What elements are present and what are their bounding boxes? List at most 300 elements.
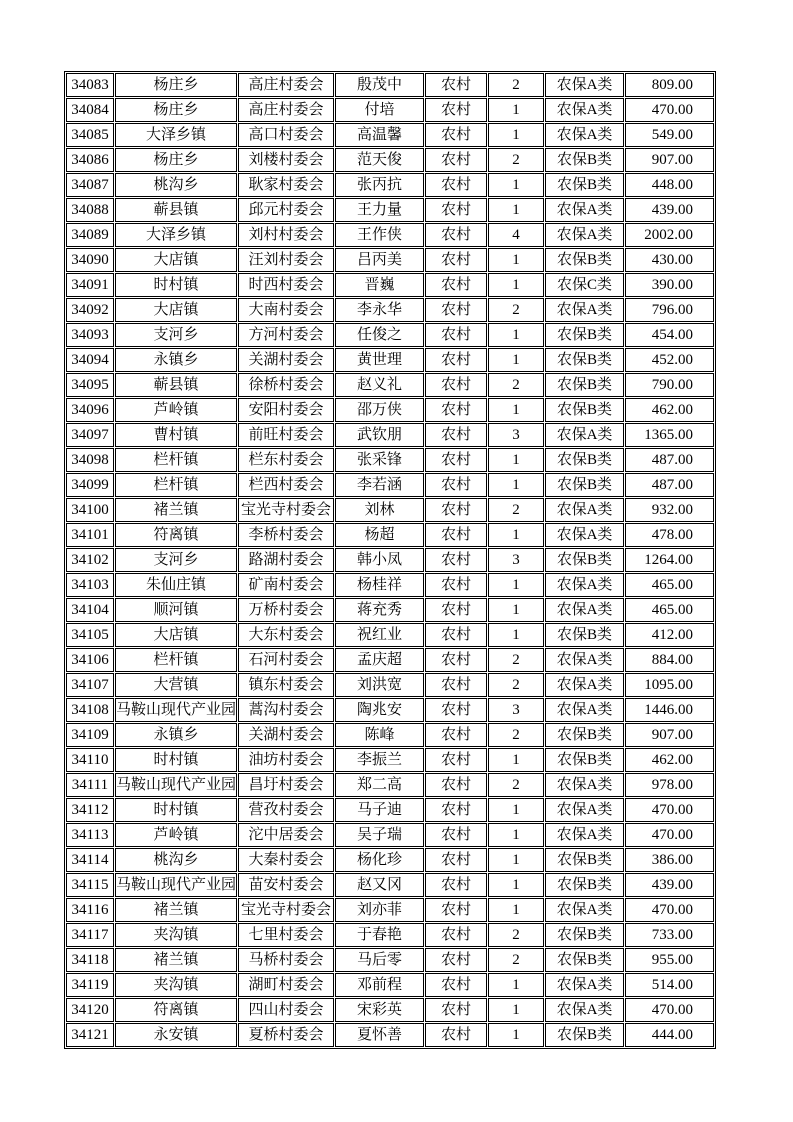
cell-person-count: 1 bbox=[488, 523, 544, 547]
cell-category: 农村 bbox=[425, 73, 487, 97]
cell-insurance-class: 农保A类 bbox=[545, 598, 624, 622]
cell-person-name: 武钦朋 bbox=[335, 423, 424, 447]
cell-amount: 907.00 bbox=[625, 723, 714, 747]
cell-insurance-class: 农保A类 bbox=[545, 73, 624, 97]
cell-insurance-class: 农保C类 bbox=[545, 273, 624, 297]
cell-person-count: 1 bbox=[488, 348, 544, 372]
cell-town: 永镇乡 bbox=[115, 723, 237, 747]
cell-town: 时村镇 bbox=[115, 748, 237, 772]
cell-village: 高口村委会 bbox=[238, 123, 334, 147]
cell-insurance-class: 农保B类 bbox=[545, 723, 624, 747]
cell-person-name: 夏怀善 bbox=[335, 1023, 424, 1047]
cell-village: 油坊村委会 bbox=[238, 748, 334, 772]
cell-insurance-class: 农保A类 bbox=[545, 998, 624, 1022]
cell-category: 农村 bbox=[425, 448, 487, 472]
cell-record-id: 34119 bbox=[66, 973, 114, 997]
table-row bbox=[66, 798, 714, 822]
table-row bbox=[66, 823, 714, 847]
cell-village: 大秦村委会 bbox=[238, 848, 334, 872]
cell-person-name: 殷茂中 bbox=[335, 73, 424, 97]
cell-person-name: 陈峰 bbox=[335, 723, 424, 747]
cell-record-id: 34100 bbox=[66, 498, 114, 522]
cell-person-name: 杨桂祥 bbox=[335, 573, 424, 597]
cell-record-id: 34116 bbox=[66, 898, 114, 922]
cell-person-count: 3 bbox=[488, 423, 544, 447]
cell-record-id: 34083 bbox=[66, 73, 114, 97]
table-row bbox=[66, 573, 714, 597]
table-row bbox=[66, 348, 714, 372]
cell-person-count: 2 bbox=[488, 148, 544, 172]
cell-town: 杨庄乡 bbox=[115, 73, 237, 97]
cell-village: 栏东村委会 bbox=[238, 448, 334, 472]
cell-category: 农村 bbox=[425, 348, 487, 372]
cell-insurance-class: 农保A类 bbox=[545, 98, 624, 122]
cell-amount: 439.00 bbox=[625, 873, 714, 897]
cell-person-name: 祝红业 bbox=[335, 623, 424, 647]
cell-amount: 932.00 bbox=[625, 498, 714, 522]
cell-person-name: 赵又冈 bbox=[335, 873, 424, 897]
cell-record-id: 34102 bbox=[66, 548, 114, 572]
cell-amount: 412.00 bbox=[625, 623, 714, 647]
cell-category: 农村 bbox=[425, 198, 487, 222]
cell-insurance-class: 农保B类 bbox=[545, 848, 624, 872]
cell-person-count: 2 bbox=[488, 73, 544, 97]
cell-person-name: 邓前程 bbox=[335, 973, 424, 997]
cell-town: 大泽乡镇 bbox=[115, 123, 237, 147]
cell-amount: 454.00 bbox=[625, 323, 714, 347]
cell-village: 湖町村委会 bbox=[238, 973, 334, 997]
cell-category: 农村 bbox=[425, 773, 487, 797]
cell-amount: 470.00 bbox=[625, 98, 714, 122]
cell-person-count: 2 bbox=[488, 723, 544, 747]
table-row bbox=[66, 498, 714, 522]
cell-person-count: 1 bbox=[488, 623, 544, 647]
cell-person-name: 黄世理 bbox=[335, 348, 424, 372]
cell-record-id: 34103 bbox=[66, 573, 114, 597]
cell-amount: 549.00 bbox=[625, 123, 714, 147]
cell-town: 杨庄乡 bbox=[115, 98, 237, 122]
cell-person-name: 王作侠 bbox=[335, 223, 424, 247]
table-row bbox=[66, 173, 714, 197]
cell-category: 农村 bbox=[425, 223, 487, 247]
cell-category: 农村 bbox=[425, 323, 487, 347]
cell-town: 永安镇 bbox=[115, 1023, 237, 1047]
cell-record-id: 34097 bbox=[66, 423, 114, 447]
cell-town: 大店镇 bbox=[115, 623, 237, 647]
cell-person-name: 陶兆安 bbox=[335, 698, 424, 722]
cell-category: 农村 bbox=[425, 1023, 487, 1047]
cell-person-count: 4 bbox=[488, 223, 544, 247]
table-row bbox=[66, 773, 714, 797]
cell-record-id: 34105 bbox=[66, 623, 114, 647]
cell-village: 邱元村委会 bbox=[238, 198, 334, 222]
cell-town: 大泽乡镇 bbox=[115, 223, 237, 247]
cell-town: 曹村镇 bbox=[115, 423, 237, 447]
cell-amount: 809.00 bbox=[625, 73, 714, 97]
cell-village: 李桥村委会 bbox=[238, 523, 334, 547]
cell-person-count: 2 bbox=[488, 373, 544, 397]
table-row bbox=[66, 973, 714, 997]
cell-amount: 462.00 bbox=[625, 748, 714, 772]
cell-person-name: 范天俊 bbox=[335, 148, 424, 172]
cell-person-count: 1 bbox=[488, 573, 544, 597]
cell-town: 桃沟乡 bbox=[115, 173, 237, 197]
cell-insurance-class: 农保A类 bbox=[545, 973, 624, 997]
cell-category: 农村 bbox=[425, 373, 487, 397]
cell-person-count: 1 bbox=[488, 198, 544, 222]
cell-amount: 790.00 bbox=[625, 373, 714, 397]
cell-person-name: 刘林 bbox=[335, 498, 424, 522]
cell-record-id: 34085 bbox=[66, 123, 114, 147]
cell-village: 七里村委会 bbox=[238, 923, 334, 947]
cell-record-id: 34090 bbox=[66, 248, 114, 272]
cell-village: 栏西村委会 bbox=[238, 473, 334, 497]
cell-person-count: 1 bbox=[488, 398, 544, 422]
cell-person-count: 2 bbox=[488, 948, 544, 972]
cell-insurance-class: 农保A类 bbox=[545, 498, 624, 522]
table-row bbox=[66, 723, 714, 747]
cell-person-count: 1 bbox=[488, 848, 544, 872]
cell-town: 蕲县镇 bbox=[115, 198, 237, 222]
table-row bbox=[66, 398, 714, 422]
cell-amount: 733.00 bbox=[625, 923, 714, 947]
cell-person-count: 2 bbox=[488, 298, 544, 322]
cell-insurance-class: 农保B类 bbox=[545, 248, 624, 272]
cell-village: 马桥村委会 bbox=[238, 948, 334, 972]
cell-person-name: 吴子瑞 bbox=[335, 823, 424, 847]
cell-insurance-class: 农保A类 bbox=[545, 898, 624, 922]
cell-person-name: 马子迪 bbox=[335, 798, 424, 822]
cell-record-id: 34104 bbox=[66, 598, 114, 622]
cell-insurance-class: 农保A类 bbox=[545, 673, 624, 697]
cell-amount: 1446.00 bbox=[625, 698, 714, 722]
cell-amount: 796.00 bbox=[625, 298, 714, 322]
cell-category: 农村 bbox=[425, 123, 487, 147]
cell-town: 马鞍山现代产业园 bbox=[115, 773, 237, 797]
cell-insurance-class: 农保B类 bbox=[545, 748, 624, 772]
cell-record-id: 34094 bbox=[66, 348, 114, 372]
cell-insurance-class: 农保B类 bbox=[545, 548, 624, 572]
cell-record-id: 34096 bbox=[66, 398, 114, 422]
cell-insurance-class: 农保A类 bbox=[545, 198, 624, 222]
cell-amount: 487.00 bbox=[625, 448, 714, 472]
cell-amount: 470.00 bbox=[625, 798, 714, 822]
records-table bbox=[64, 71, 716, 1049]
cell-category: 农村 bbox=[425, 548, 487, 572]
cell-record-id: 34118 bbox=[66, 948, 114, 972]
cell-village: 汪刘村委会 bbox=[238, 248, 334, 272]
cell-town: 大店镇 bbox=[115, 298, 237, 322]
cell-village: 宝光寺村委会 bbox=[238, 898, 334, 922]
cell-record-id: 34106 bbox=[66, 648, 114, 672]
cell-insurance-class: 农保B类 bbox=[545, 373, 624, 397]
cell-category: 农村 bbox=[425, 848, 487, 872]
cell-record-id: 34088 bbox=[66, 198, 114, 222]
table-row bbox=[66, 648, 714, 672]
cell-insurance-class: 农保A类 bbox=[545, 823, 624, 847]
cell-person-name: 吕丙美 bbox=[335, 248, 424, 272]
cell-village: 石河村委会 bbox=[238, 648, 334, 672]
cell-village: 镇东村委会 bbox=[238, 673, 334, 697]
cell-insurance-class: 农保B类 bbox=[545, 398, 624, 422]
cell-village: 耿家村委会 bbox=[238, 173, 334, 197]
cell-town: 褚兰镇 bbox=[115, 948, 237, 972]
table-row bbox=[66, 448, 714, 472]
cell-village: 时西村委会 bbox=[238, 273, 334, 297]
cell-village: 关湖村委会 bbox=[238, 723, 334, 747]
cell-record-id: 34098 bbox=[66, 448, 114, 472]
cell-person-name: 王力量 bbox=[335, 198, 424, 222]
cell-person-count: 3 bbox=[488, 548, 544, 572]
cell-amount: 386.00 bbox=[625, 848, 714, 872]
table-row bbox=[66, 473, 714, 497]
cell-amount: 470.00 bbox=[625, 998, 714, 1022]
cell-category: 农村 bbox=[425, 673, 487, 697]
cell-category: 农村 bbox=[425, 423, 487, 447]
table-row bbox=[66, 623, 714, 647]
cell-amount: 955.00 bbox=[625, 948, 714, 972]
cell-insurance-class: 农保A类 bbox=[545, 698, 624, 722]
cell-category: 农村 bbox=[425, 248, 487, 272]
cell-insurance-class: 农保B类 bbox=[545, 323, 624, 347]
cell-person-count: 1 bbox=[488, 873, 544, 897]
cell-insurance-class: 农保A类 bbox=[545, 298, 624, 322]
cell-village: 万桥村委会 bbox=[238, 598, 334, 622]
table-row bbox=[66, 423, 714, 447]
cell-town: 杨庄乡 bbox=[115, 148, 237, 172]
table-row bbox=[66, 673, 714, 697]
cell-insurance-class: 农保A类 bbox=[545, 423, 624, 447]
cell-village: 四山村委会 bbox=[238, 998, 334, 1022]
cell-amount: 1365.00 bbox=[625, 423, 714, 447]
cell-category: 农村 bbox=[425, 873, 487, 897]
table-row bbox=[66, 873, 714, 897]
cell-record-id: 34114 bbox=[66, 848, 114, 872]
cell-village: 宝光寺村委会 bbox=[238, 498, 334, 522]
table-row bbox=[66, 198, 714, 222]
cell-amount: 1095.00 bbox=[625, 673, 714, 697]
cell-insurance-class: 农保A类 bbox=[545, 523, 624, 547]
cell-insurance-class: 农保B类 bbox=[545, 923, 624, 947]
cell-town: 马鞍山现代产业园 bbox=[115, 873, 237, 897]
cell-person-name: 杨超 bbox=[335, 523, 424, 547]
cell-town: 栏杆镇 bbox=[115, 648, 237, 672]
cell-town: 褚兰镇 bbox=[115, 498, 237, 522]
cell-person-name: 张采锋 bbox=[335, 448, 424, 472]
cell-amount: 907.00 bbox=[625, 148, 714, 172]
cell-insurance-class: 农保B类 bbox=[545, 873, 624, 897]
cell-record-id: 34111 bbox=[66, 773, 114, 797]
cell-insurance-class: 农保B类 bbox=[545, 448, 624, 472]
cell-person-name: 孟庆超 bbox=[335, 648, 424, 672]
cell-record-id: 34107 bbox=[66, 673, 114, 697]
table-row bbox=[66, 298, 714, 322]
cell-insurance-class: 农保B类 bbox=[545, 148, 624, 172]
cell-village: 大南村委会 bbox=[238, 298, 334, 322]
cell-person-count: 2 bbox=[488, 773, 544, 797]
cell-town: 永镇乡 bbox=[115, 348, 237, 372]
cell-insurance-class: 农保A类 bbox=[545, 648, 624, 672]
cell-record-id: 34120 bbox=[66, 998, 114, 1022]
cell-category: 农村 bbox=[425, 923, 487, 947]
table-row bbox=[66, 523, 714, 547]
cell-person-name: 李永华 bbox=[335, 298, 424, 322]
cell-town: 栏杆镇 bbox=[115, 448, 237, 472]
cell-town: 大店镇 bbox=[115, 248, 237, 272]
cell-person-count: 1 bbox=[488, 973, 544, 997]
cell-amount: 462.00 bbox=[625, 398, 714, 422]
cell-town: 桃沟乡 bbox=[115, 848, 237, 872]
cell-village: 安阳村委会 bbox=[238, 398, 334, 422]
cell-person-count: 1 bbox=[488, 823, 544, 847]
cell-village: 昌圩村委会 bbox=[238, 773, 334, 797]
cell-town: 朱仙庄镇 bbox=[115, 573, 237, 597]
table-row bbox=[66, 248, 714, 272]
table-row bbox=[66, 948, 714, 972]
cell-record-id: 34084 bbox=[66, 98, 114, 122]
table-row bbox=[66, 148, 714, 172]
table-row bbox=[66, 73, 714, 97]
cell-insurance-class: 农保B类 bbox=[545, 623, 624, 647]
cell-category: 农村 bbox=[425, 148, 487, 172]
cell-category: 农村 bbox=[425, 823, 487, 847]
cell-village: 沱中居委会 bbox=[238, 823, 334, 847]
cell-person-name: 韩小凤 bbox=[335, 548, 424, 572]
cell-category: 农村 bbox=[425, 748, 487, 772]
cell-category: 农村 bbox=[425, 623, 487, 647]
cell-person-name: 杨化珍 bbox=[335, 848, 424, 872]
cell-insurance-class: 农保A类 bbox=[545, 773, 624, 797]
cell-town: 栏杆镇 bbox=[115, 473, 237, 497]
cell-record-id: 34093 bbox=[66, 323, 114, 347]
table-row bbox=[66, 373, 714, 397]
cell-town: 大营镇 bbox=[115, 673, 237, 697]
cell-village: 前旺村委会 bbox=[238, 423, 334, 447]
cell-amount: 390.00 bbox=[625, 273, 714, 297]
cell-record-id: 34099 bbox=[66, 473, 114, 497]
cell-category: 农村 bbox=[425, 898, 487, 922]
cell-amount: 444.00 bbox=[625, 1023, 714, 1047]
cell-town: 时村镇 bbox=[115, 273, 237, 297]
cell-person-name: 赵义礼 bbox=[335, 373, 424, 397]
cell-village: 路湖村委会 bbox=[238, 548, 334, 572]
cell-category: 农村 bbox=[425, 598, 487, 622]
cell-insurance-class: 农保A类 bbox=[545, 798, 624, 822]
cell-person-name: 宋彩英 bbox=[335, 998, 424, 1022]
cell-person-name: 付培 bbox=[335, 98, 424, 122]
cell-town: 支河乡 bbox=[115, 548, 237, 572]
cell-person-name: 刘洪宽 bbox=[335, 673, 424, 697]
cell-town: 夹沟镇 bbox=[115, 973, 237, 997]
cell-person-count: 1 bbox=[488, 798, 544, 822]
cell-person-name: 刘亦菲 bbox=[335, 898, 424, 922]
cell-amount: 439.00 bbox=[625, 198, 714, 222]
cell-person-count: 1 bbox=[488, 1023, 544, 1047]
cell-person-count: 2 bbox=[488, 498, 544, 522]
cell-town: 马鞍山现代产业园 bbox=[115, 698, 237, 722]
cell-person-count: 2 bbox=[488, 923, 544, 947]
cell-category: 农村 bbox=[425, 173, 487, 197]
cell-insurance-class: 农保A类 bbox=[545, 223, 624, 247]
cell-amount: 470.00 bbox=[625, 823, 714, 847]
cell-category: 农村 bbox=[425, 273, 487, 297]
cell-person-count: 2 bbox=[488, 673, 544, 697]
cell-village: 刘楼村委会 bbox=[238, 148, 334, 172]
cell-amount: 430.00 bbox=[625, 248, 714, 272]
cell-person-name: 邵万侠 bbox=[335, 398, 424, 422]
cell-insurance-class: 农保B类 bbox=[545, 348, 624, 372]
cell-person-name: 张丙抗 bbox=[335, 173, 424, 197]
cell-town: 时村镇 bbox=[115, 798, 237, 822]
cell-village: 刘村村委会 bbox=[238, 223, 334, 247]
cell-category: 农村 bbox=[425, 948, 487, 972]
cell-person-name: 郑二高 bbox=[335, 773, 424, 797]
cell-person-count: 1 bbox=[488, 898, 544, 922]
cell-category: 农村 bbox=[425, 798, 487, 822]
table-row bbox=[66, 848, 714, 872]
cell-insurance-class: 农保B类 bbox=[545, 948, 624, 972]
cell-village: 苗安村委会 bbox=[238, 873, 334, 897]
cell-person-count: 1 bbox=[488, 473, 544, 497]
cell-town: 夹沟镇 bbox=[115, 923, 237, 947]
table-row bbox=[66, 273, 714, 297]
cell-person-count: 3 bbox=[488, 698, 544, 722]
cell-amount: 2002.00 bbox=[625, 223, 714, 247]
cell-category: 农村 bbox=[425, 998, 487, 1022]
cell-record-id: 34101 bbox=[66, 523, 114, 547]
cell-amount: 487.00 bbox=[625, 473, 714, 497]
cell-category: 农村 bbox=[425, 648, 487, 672]
cell-village: 关湖村委会 bbox=[238, 348, 334, 372]
table-row bbox=[66, 698, 714, 722]
cell-village: 徐桥村委会 bbox=[238, 373, 334, 397]
cell-person-name: 马后零 bbox=[335, 948, 424, 972]
cell-village: 夏桥村委会 bbox=[238, 1023, 334, 1047]
cell-amount: 978.00 bbox=[625, 773, 714, 797]
cell-amount: 514.00 bbox=[625, 973, 714, 997]
cell-person-name: 任俊之 bbox=[335, 323, 424, 347]
cell-person-count: 1 bbox=[488, 273, 544, 297]
cell-person-count: 1 bbox=[488, 123, 544, 147]
cell-category: 农村 bbox=[425, 398, 487, 422]
table-row bbox=[66, 98, 714, 122]
cell-amount: 470.00 bbox=[625, 898, 714, 922]
table-row bbox=[66, 1023, 714, 1047]
cell-person-count: 1 bbox=[488, 598, 544, 622]
table-row bbox=[66, 123, 714, 147]
cell-amount: 1264.00 bbox=[625, 548, 714, 572]
cell-town: 顺河镇 bbox=[115, 598, 237, 622]
cell-record-id: 34095 bbox=[66, 373, 114, 397]
cell-record-id: 34112 bbox=[66, 798, 114, 822]
cell-person-count: 1 bbox=[488, 98, 544, 122]
cell-person-count: 2 bbox=[488, 648, 544, 672]
cell-record-id: 34113 bbox=[66, 823, 114, 847]
cell-town: 支河乡 bbox=[115, 323, 237, 347]
cell-person-name: 于春艳 bbox=[335, 923, 424, 947]
cell-town: 褚兰镇 bbox=[115, 898, 237, 922]
cell-town: 符离镇 bbox=[115, 998, 237, 1022]
cell-amount: 465.00 bbox=[625, 598, 714, 622]
cell-category: 农村 bbox=[425, 473, 487, 497]
cell-category: 农村 bbox=[425, 973, 487, 997]
cell-town: 芦岭镇 bbox=[115, 823, 237, 847]
cell-person-count: 1 bbox=[488, 998, 544, 1022]
cell-person-name: 李若涵 bbox=[335, 473, 424, 497]
table-row bbox=[66, 223, 714, 247]
cell-person-count: 1 bbox=[488, 248, 544, 272]
cell-record-id: 34092 bbox=[66, 298, 114, 322]
